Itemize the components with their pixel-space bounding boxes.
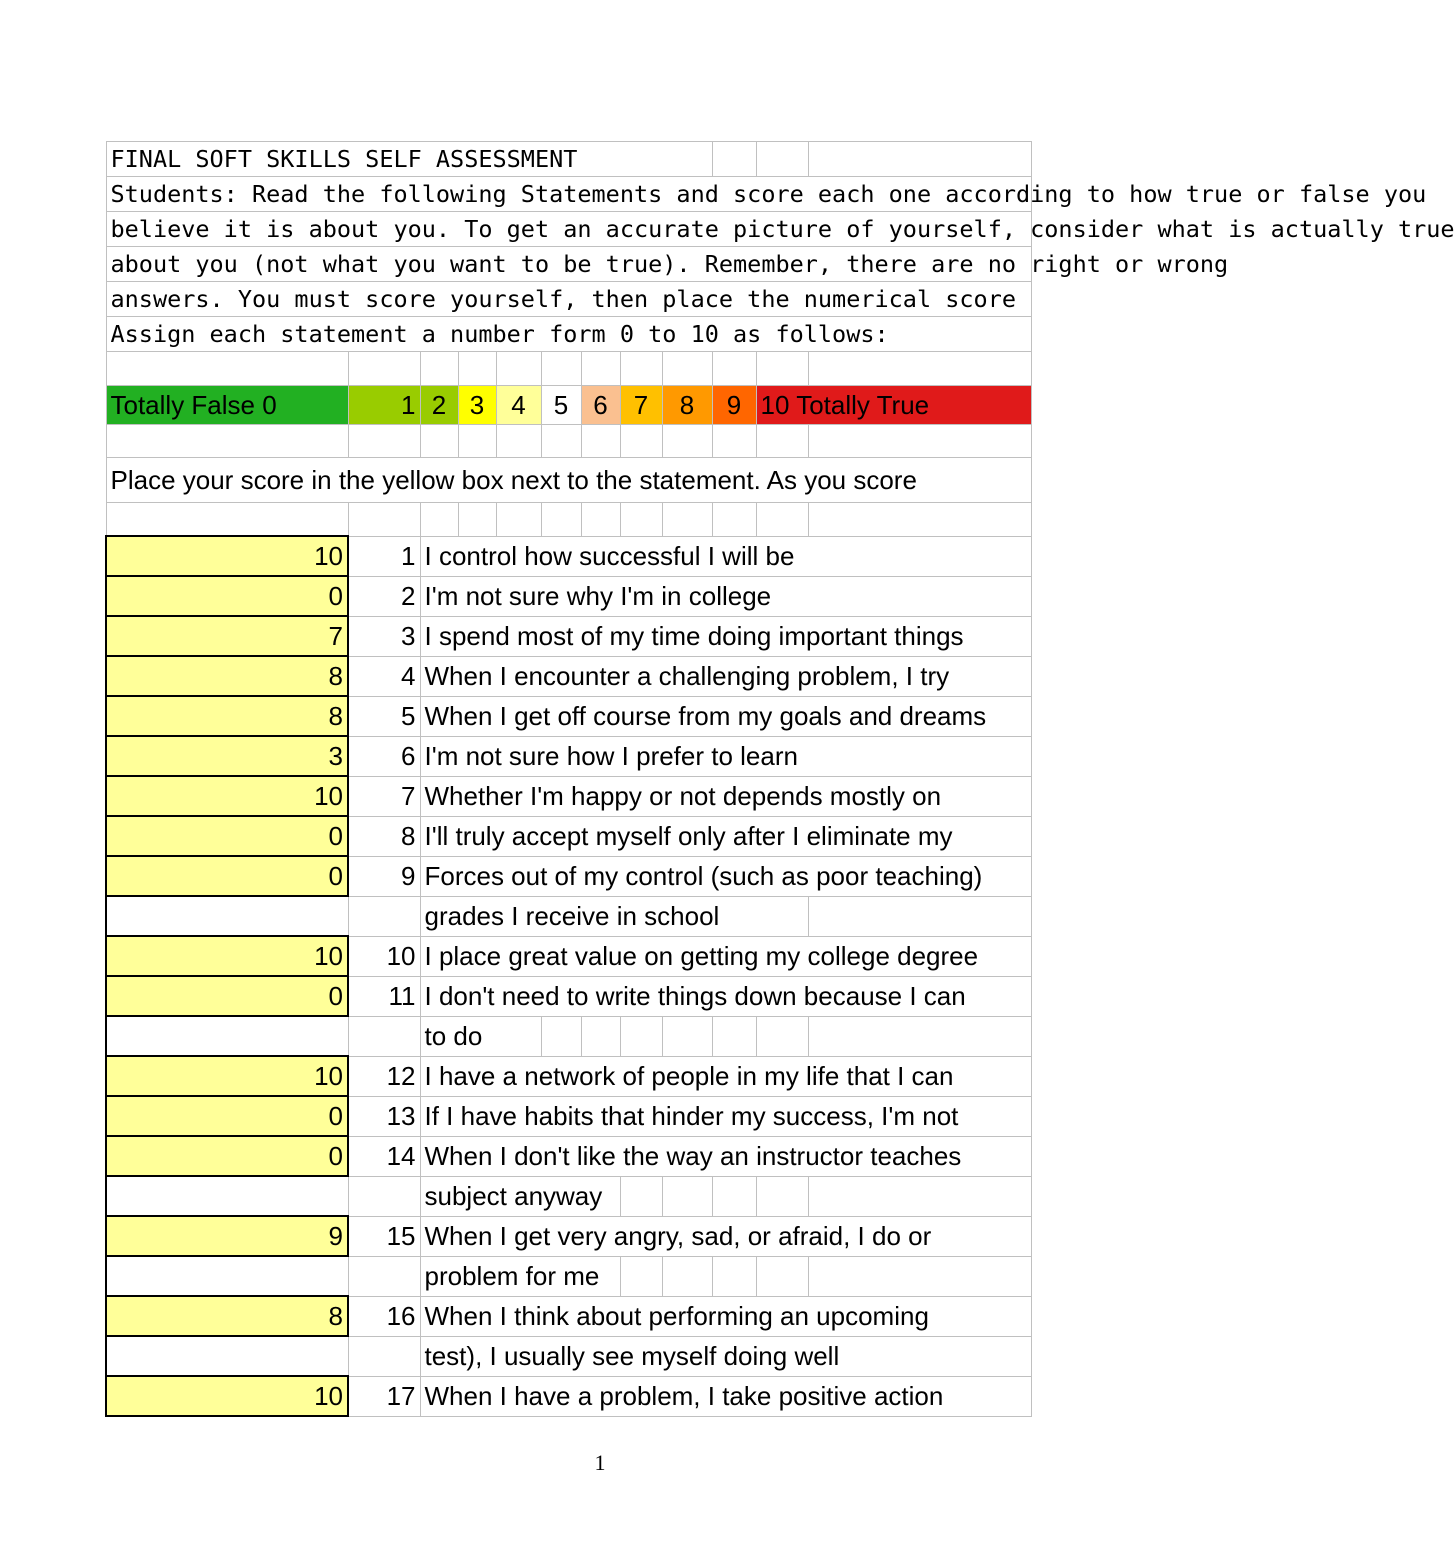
- statement-continuation: grades I receive in school: [420, 896, 808, 936]
- statement-number: 2: [348, 576, 420, 616]
- statement-number: 7: [348, 776, 420, 816]
- statement-number: 1: [348, 536, 420, 576]
- number-cell-empty: [348, 896, 420, 936]
- statement-text: Whether I'm happy or not depends mostly on: [420, 776, 1031, 816]
- statement-continuation-row: [106, 1336, 1031, 1376]
- assessment-table: [105, 141, 1455, 1417]
- empty-cell: [348, 425, 420, 458]
- empty-cell: [662, 503, 712, 537]
- empty-cell: [620, 1176, 662, 1216]
- sheet-title: FINAL SOFT SKILLS SELF ASSESSMENT: [106, 142, 712, 177]
- empty-cell: [712, 1176, 756, 1216]
- empty-cell: [581, 352, 620, 386]
- title-row: [106, 142, 1031, 177]
- statement-text: I control how successful I will be: [420, 536, 1031, 576]
- statement-continuation: test), I usually see myself doing well: [420, 1336, 1031, 1376]
- instruction-text: Assign each statement a number form 0 to 10 as follows:: [106, 317, 1031, 352]
- scale-step-4: 4: [496, 386, 541, 425]
- empty-cell: [808, 142, 1031, 177]
- scale-step-5: 5: [541, 386, 581, 425]
- score-input[interactable]: 0: [106, 856, 348, 896]
- scale-totally-false: Totally False 0: [106, 386, 348, 425]
- empty-cell: [808, 352, 1031, 386]
- empty-cell: [581, 503, 620, 537]
- score-input[interactable]: 8: [106, 656, 348, 696]
- statement-text: When I get very angry, sad, or afraid, I do or: [420, 1216, 1031, 1256]
- statement-row: [106, 1376, 1031, 1416]
- statement-row: [106, 536, 1031, 576]
- empty-cell: [712, 352, 756, 386]
- statement-row: [106, 576, 1031, 616]
- score-input[interactable]: 0: [106, 816, 348, 856]
- statement-text: When I get off course from my goals and dreams: [420, 696, 1031, 736]
- score-input[interactable]: 10: [106, 1376, 348, 1416]
- empty-cell: [756, 1016, 808, 1056]
- empty-cell: [620, 1256, 662, 1296]
- empty-cell: [808, 1176, 1031, 1216]
- empty-cell: [662, 1256, 712, 1296]
- instruction-text: answers. You must score yourself, then place the numerical score: [106, 282, 1031, 317]
- statement-continuation: to do: [420, 1016, 541, 1056]
- statement-continuation-row: [106, 1256, 1031, 1296]
- score-input[interactable]: 9: [106, 1216, 348, 1256]
- number-cell-empty: [348, 1176, 420, 1216]
- score-input[interactable]: 0: [106, 1136, 348, 1176]
- statement-row: [106, 856, 1031, 896]
- statement-number: 9: [348, 856, 420, 896]
- scale-row: [106, 386, 1031, 425]
- statement-row: [106, 1056, 1031, 1096]
- empty-cell: [808, 896, 1031, 936]
- statement-number: 14: [348, 1136, 420, 1176]
- empty-cell: [420, 352, 458, 386]
- statement-number: 15: [348, 1216, 420, 1256]
- instruction-row: [106, 177, 1031, 212]
- empty-cell: [541, 425, 581, 458]
- spreadsheet: [105, 141, 1455, 1417]
- empty-cell: [496, 352, 541, 386]
- empty-cell: [620, 352, 662, 386]
- statement-row: [106, 936, 1031, 976]
- empty-cell: [106, 503, 348, 537]
- statement-number: 6: [348, 736, 420, 776]
- empty-cell: [496, 503, 541, 537]
- instruction-row: [106, 282, 1031, 317]
- statement-number: 8: [348, 816, 420, 856]
- scale-step-8: 8: [662, 386, 712, 425]
- score-input[interactable]: 10: [106, 1056, 348, 1096]
- scale-step-2: 2: [420, 386, 458, 425]
- statement-text: I place great value on getting my college degree: [420, 936, 1031, 976]
- empty-cell: [620, 425, 662, 458]
- empty-cell: [541, 352, 581, 386]
- score-input[interactable]: 8: [106, 1296, 348, 1336]
- score-input[interactable]: 10: [106, 536, 348, 576]
- score-cell-empty: [106, 896, 348, 936]
- empty-cell: [808, 1016, 1031, 1056]
- empty-cell: [808, 503, 1031, 537]
- score-input[interactable]: 0: [106, 1096, 348, 1136]
- empty-cell: [420, 503, 458, 537]
- score-input[interactable]: 10: [106, 936, 348, 976]
- empty-cell: [712, 425, 756, 458]
- statement-number: 4: [348, 656, 420, 696]
- empty-cell: [620, 1016, 662, 1056]
- empty-cell: [808, 425, 1031, 458]
- statement-continuation-row: [106, 1016, 1031, 1056]
- statement-number: 17: [348, 1376, 420, 1416]
- empty-cell: [458, 425, 496, 458]
- score-input[interactable]: 3: [106, 736, 348, 776]
- statement-number: 11: [348, 976, 420, 1016]
- statement-row: [106, 776, 1031, 816]
- blank-row: [106, 503, 1031, 537]
- empty-cell: [348, 352, 420, 386]
- number-cell-empty: [348, 1256, 420, 1296]
- statement-row: [106, 616, 1031, 656]
- instruction-row: [106, 212, 1031, 247]
- statement-row: [106, 1216, 1031, 1256]
- statement-text: When I encounter a challenging problem, I try: [420, 656, 1031, 696]
- number-cell-empty: [348, 1016, 420, 1056]
- scale-step-1: 1: [348, 386, 420, 425]
- empty-cell: [756, 142, 808, 177]
- empty-cell: [458, 503, 496, 537]
- empty-cell: [712, 1256, 756, 1296]
- empty-cell: [106, 425, 348, 458]
- page-number: 1: [594, 1450, 606, 1475]
- scale-step-7: 7: [620, 386, 662, 425]
- empty-cell: [620, 503, 662, 537]
- statement-text: When I think about performing an upcoming: [420, 1296, 1031, 1336]
- empty-cell: [496, 425, 541, 458]
- empty-cell: [756, 503, 808, 537]
- statement-row: [106, 736, 1031, 776]
- scale-totally-true: 10 Totally True: [756, 386, 1031, 425]
- statement-text: If I have habits that hinder my success, I'm not: [420, 1096, 1031, 1136]
- scale-step-9: 9: [712, 386, 756, 425]
- score-input[interactable]: 7: [106, 616, 348, 656]
- empty-cell: [712, 142, 756, 177]
- scale-step-3: 3: [458, 386, 496, 425]
- instruction-text: Students: Read the following Statements and score each one according to how true or false you: [106, 177, 1031, 212]
- place-instruction-row: [106, 458, 1031, 503]
- number-cell-empty: [348, 1336, 420, 1376]
- statement-text: I spend most of my time doing important things: [420, 616, 1031, 656]
- statement-continuation: subject anyway: [420, 1176, 620, 1216]
- blank-row: [106, 425, 1031, 458]
- statement-number: 12: [348, 1056, 420, 1096]
- empty-cell: [662, 1176, 712, 1216]
- statement-continuation-row: [106, 896, 1031, 936]
- statement-text: Forces out of my control (such as poor teaching): [420, 856, 1031, 896]
- empty-cell: [662, 352, 712, 386]
- empty-cell: [348, 503, 420, 537]
- blank-row: [106, 352, 1031, 386]
- statement-row: [106, 1096, 1031, 1136]
- score-input[interactable]: 8: [106, 696, 348, 736]
- place-score-instruction: Place your score in the yellow box next to the statement. As you score: [106, 458, 1031, 503]
- empty-cell: [662, 1016, 712, 1056]
- statement-text: When I have a problem, I take positive action: [420, 1376, 1031, 1416]
- statement-text: I have a network of people in my life that I can: [420, 1056, 1031, 1096]
- score-input[interactable]: 0: [106, 576, 348, 616]
- instruction-row: [106, 317, 1031, 352]
- statement-row: [106, 696, 1031, 736]
- scale-step-6: 6: [581, 386, 620, 425]
- statement-continuation: problem for me: [420, 1256, 620, 1296]
- instruction-text: believe it is about you. To get an accurate picture of yourself, consider what is actually true: [106, 212, 1031, 247]
- instruction-text: about you (not what you want to be true). Remember, there are no right or wrong: [106, 247, 1031, 282]
- statement-row: [106, 816, 1031, 856]
- score-cell-empty: [106, 1016, 348, 1056]
- statement-row: [106, 1136, 1031, 1176]
- statement-text: I don't need to write things down because I can: [420, 976, 1031, 1016]
- statement-number: 13: [348, 1096, 420, 1136]
- empty-cell: [581, 1016, 620, 1056]
- empty-cell: [541, 1016, 581, 1056]
- statement-text: I'll truly accept myself only after I eliminate my: [420, 816, 1031, 856]
- statement-text: I'm not sure how I prefer to learn: [420, 736, 1031, 776]
- statement-row: [106, 976, 1031, 1016]
- score-input[interactable]: 0: [106, 976, 348, 1016]
- statement-text: When I don't like the way an instructor teaches: [420, 1136, 1031, 1176]
- empty-cell: [808, 1256, 1031, 1296]
- score-input[interactable]: 10: [106, 776, 348, 816]
- empty-cell: [541, 503, 581, 537]
- empty-cell: [106, 352, 348, 386]
- statement-row: [106, 656, 1031, 696]
- empty-cell: [712, 1016, 756, 1056]
- statement-continuation-row: [106, 1176, 1031, 1216]
- statement-number: 16: [348, 1296, 420, 1336]
- empty-cell: [756, 1256, 808, 1296]
- statement-number: 10: [348, 936, 420, 976]
- empty-cell: [581, 425, 620, 458]
- statement-text: I'm not sure why I'm in college: [420, 576, 1031, 616]
- empty-cell: [662, 425, 712, 458]
- statement-number: 5: [348, 696, 420, 736]
- statement-number: 3: [348, 616, 420, 656]
- instruction-row: [106, 247, 1031, 282]
- statement-row: [106, 1296, 1031, 1336]
- score-cell-empty: [106, 1256, 348, 1296]
- empty-cell: [756, 1176, 808, 1216]
- empty-cell: [458, 352, 496, 386]
- empty-cell: [756, 425, 808, 458]
- score-cell-empty: [106, 1336, 348, 1376]
- empty-cell: [420, 425, 458, 458]
- empty-cell: [756, 352, 808, 386]
- empty-cell: [712, 503, 756, 537]
- score-cell-empty: [106, 1176, 348, 1216]
